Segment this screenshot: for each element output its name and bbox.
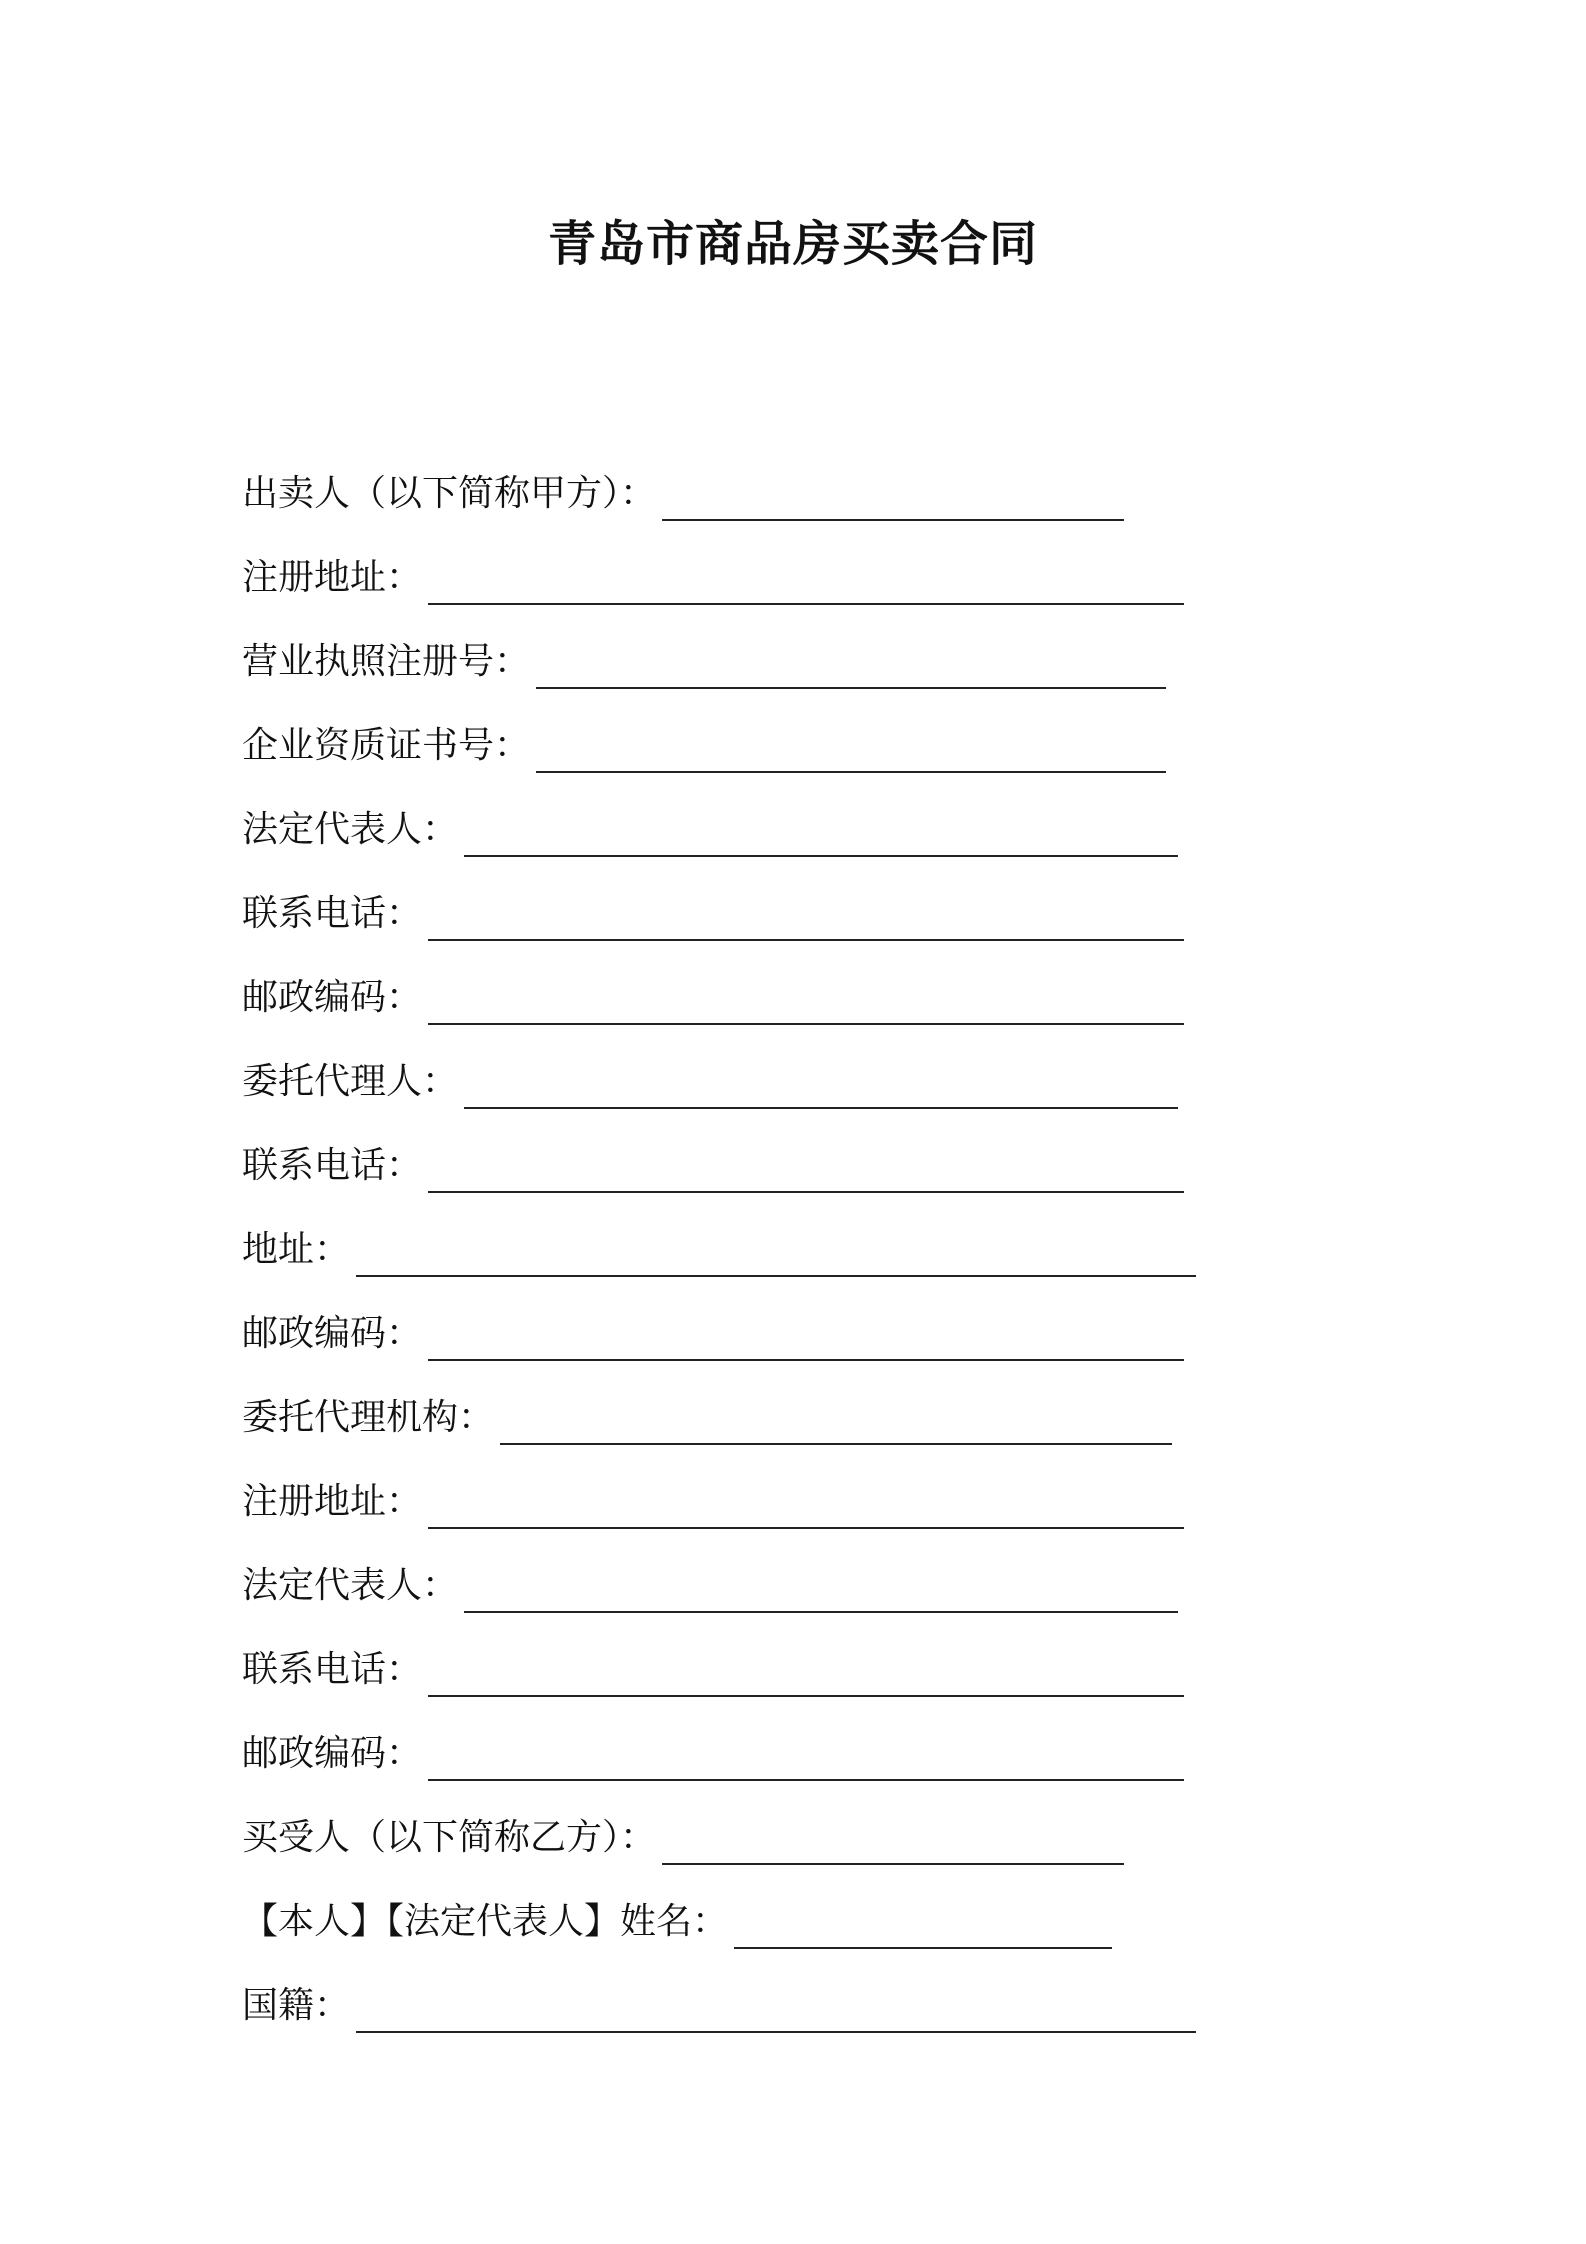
fill-in-blank[interactable] [662,1821,1124,1865]
field-label: 企业资质证书号： [242,725,531,766]
fill-in-blank[interactable] [536,729,1166,773]
fill-in-blank[interactable] [428,897,1184,941]
field-label: 联系电话： [242,1649,423,1690]
field-row-agency-phone [242,1628,1342,1712]
field-label: 法定代表人： [242,1565,459,1606]
fill-in-blank[interactable] [464,813,1178,857]
fill-in-blank[interactable] [536,645,1166,689]
field-label: 邮政编码： [242,977,423,1018]
field-row-qualification-certificate-number [242,704,1342,788]
fill-in-blank[interactable] [500,1401,1172,1445]
field-label: 买受人（以下简称乙方）： [242,1817,657,1858]
fill-in-blank[interactable] [464,1569,1178,1613]
field-row-business-license-number [242,620,1342,704]
field-label: 邮政编码： [242,1313,423,1354]
field-label: 地址： [242,1229,351,1270]
field-row-agency-postal-code [242,1712,1342,1796]
fill-in-blank[interactable] [428,1737,1184,1781]
fill-in-blank[interactable] [428,981,1184,1025]
field-label: 法定代表人： [242,809,459,850]
field-label: 委托代理机构： [242,1397,495,1438]
field-row-agent-phone [242,1124,1342,1208]
field-label: 注册地址： [242,557,423,598]
field-row-seller [242,452,1342,536]
document-title: 青岛市商品房买卖合同 [547,216,1038,272]
fill-in-blank[interactable] [428,1653,1184,1697]
field-label: 营业执照注册号： [242,641,531,682]
fill-in-blank[interactable] [734,1905,1112,1949]
field-label: 联系电话： [242,893,423,934]
field-row-buyer [242,1796,1342,1880]
fill-in-blank[interactable] [428,1317,1184,1361]
fill-in-blank[interactable] [428,561,1184,605]
field-label: 联系电话： [242,1145,423,1186]
field-row-agency [242,1376,1342,1460]
fill-in-blank[interactable] [356,1233,1196,1277]
fill-in-blank[interactable] [428,1149,1184,1193]
field-row-agency-legal-representative [242,1544,1342,1628]
field-row-authorized-agent [242,1040,1342,1124]
field-row-buyer-name [242,1880,1342,1964]
fill-in-blank[interactable] [662,477,1124,521]
field-label: 注册地址： [242,1481,423,1522]
fill-in-blank[interactable] [356,1989,1196,2033]
field-row-phone [242,872,1342,956]
field-row-agent-address [242,1208,1342,1292]
field-label: 国籍： [242,1985,351,2026]
field-label: 邮政编码： [242,1733,423,1774]
fill-in-blank[interactable] [464,1065,1178,1109]
fill-in-blank[interactable] [428,1485,1184,1529]
field-row-registered-address [242,536,1342,620]
field-row-legal-representative [242,788,1342,872]
field-label: 委托代理人： [242,1061,459,1102]
field-label: 出卖人（以下简称甲方）： [242,473,657,514]
field-row-agent-postal-code [242,1292,1342,1376]
field-label: 【本人】【法定代表人】姓名： [242,1901,729,1942]
contract-field-list [242,452,1342,2048]
field-row-nationality [242,1964,1342,2048]
field-row-postal-code [242,956,1342,1040]
field-row-agency-registered-address [242,1460,1342,1544]
